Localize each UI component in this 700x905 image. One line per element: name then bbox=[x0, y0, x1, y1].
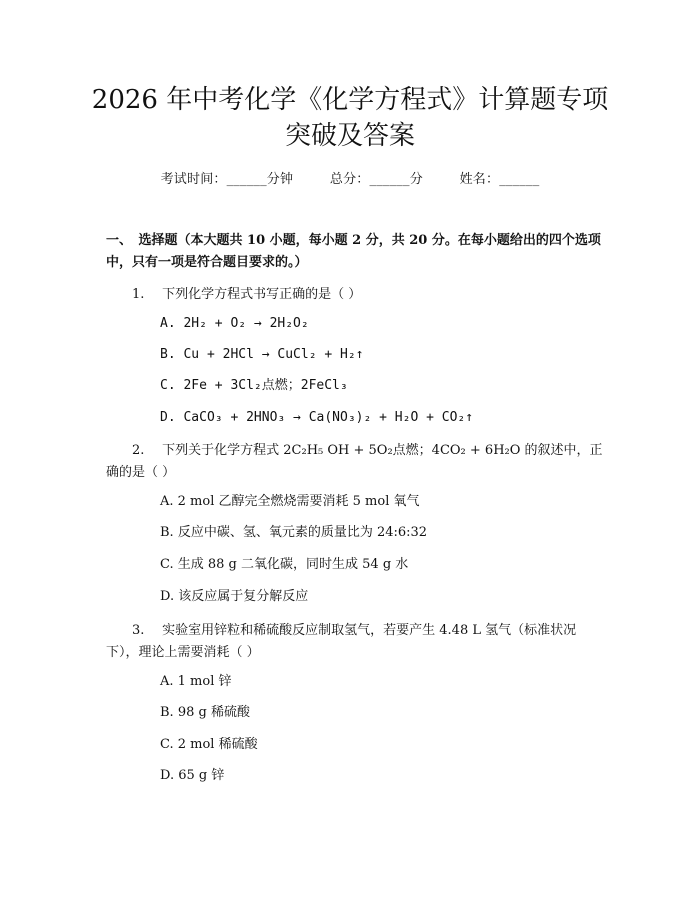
option-2d: D. 该反应属于复分解反应 bbox=[160, 589, 309, 604]
question-3 bbox=[106, 620, 606, 664]
option-3c: C. 2 mol 稀硫酸 bbox=[160, 737, 258, 752]
question-number: 3. bbox=[132, 623, 145, 638]
option-3b: B. 98 g 稀硫酸 bbox=[160, 705, 250, 720]
student-name: 姓名：______ bbox=[459, 172, 540, 187]
document-title bbox=[0, 82, 700, 154]
option-2c: C. 生成 88 g 二氧化碳，同时生成 54 g 水 bbox=[160, 557, 409, 572]
question-2 bbox=[106, 440, 606, 484]
question-stem: 下列化学方程式书写正确的是（ ） bbox=[162, 287, 362, 302]
option-2a: A. 2 mol 乙醇完全燃烧需要消耗 5 mol 氧气 bbox=[160, 494, 420, 509]
option-3d: D. 65 g 锌 bbox=[160, 768, 225, 783]
option-1c: C. 2Fe + 3Cl₂点燃；2FeCl₃ bbox=[160, 378, 348, 393]
question-number: 1. bbox=[132, 287, 145, 302]
option-1b: B. Cu + 2HCl → CuCl₂ + H₂↑ bbox=[160, 347, 364, 362]
total-score: 总分：______分 bbox=[329, 172, 423, 187]
question-number: 2. bbox=[132, 443, 145, 458]
title-line-2: 突破及答案 bbox=[284, 121, 415, 151]
title-line-1: 2026 年中考化学《化学方程式》计算题专项 bbox=[91, 85, 609, 115]
question-stem: 实验室用锌粒和稀硫酸反应制取氢气，若要产生 4.48 L 氢气（标准状况下），理论上需要消耗（ ） bbox=[106, 623, 577, 660]
option-2b: B. 反应中碳、氢、氧元素的质量比为 24:6:32 bbox=[160, 525, 428, 540]
option-1d: D. CaCO₃ + 2HNO₃ → Ca(NO₃)₂ + H₂O + CO₂↑ bbox=[160, 410, 474, 425]
option-1a: A. 2H₂ + O₂ → 2H₂O₂ bbox=[160, 316, 309, 331]
question-stem: 下列关于化学方程式 2C₂H₅ OH + 5O₂点燃；4CO₂ + 6H₂O 的叙述中，正确的是（ ） bbox=[106, 443, 603, 480]
exam-info bbox=[0, 168, 700, 187]
question-1 bbox=[106, 284, 606, 306]
exam-time: 考试时间：______分钟 bbox=[160, 172, 294, 187]
section-heading: 一、 选择题（本大题共 10 小题，每小题 2 分，共 20 分。在每小题给出的四个选项中，只有一项是符合题目要求的。） bbox=[106, 233, 601, 270]
option-3a: A. 1 mol 锌 bbox=[160, 674, 232, 689]
